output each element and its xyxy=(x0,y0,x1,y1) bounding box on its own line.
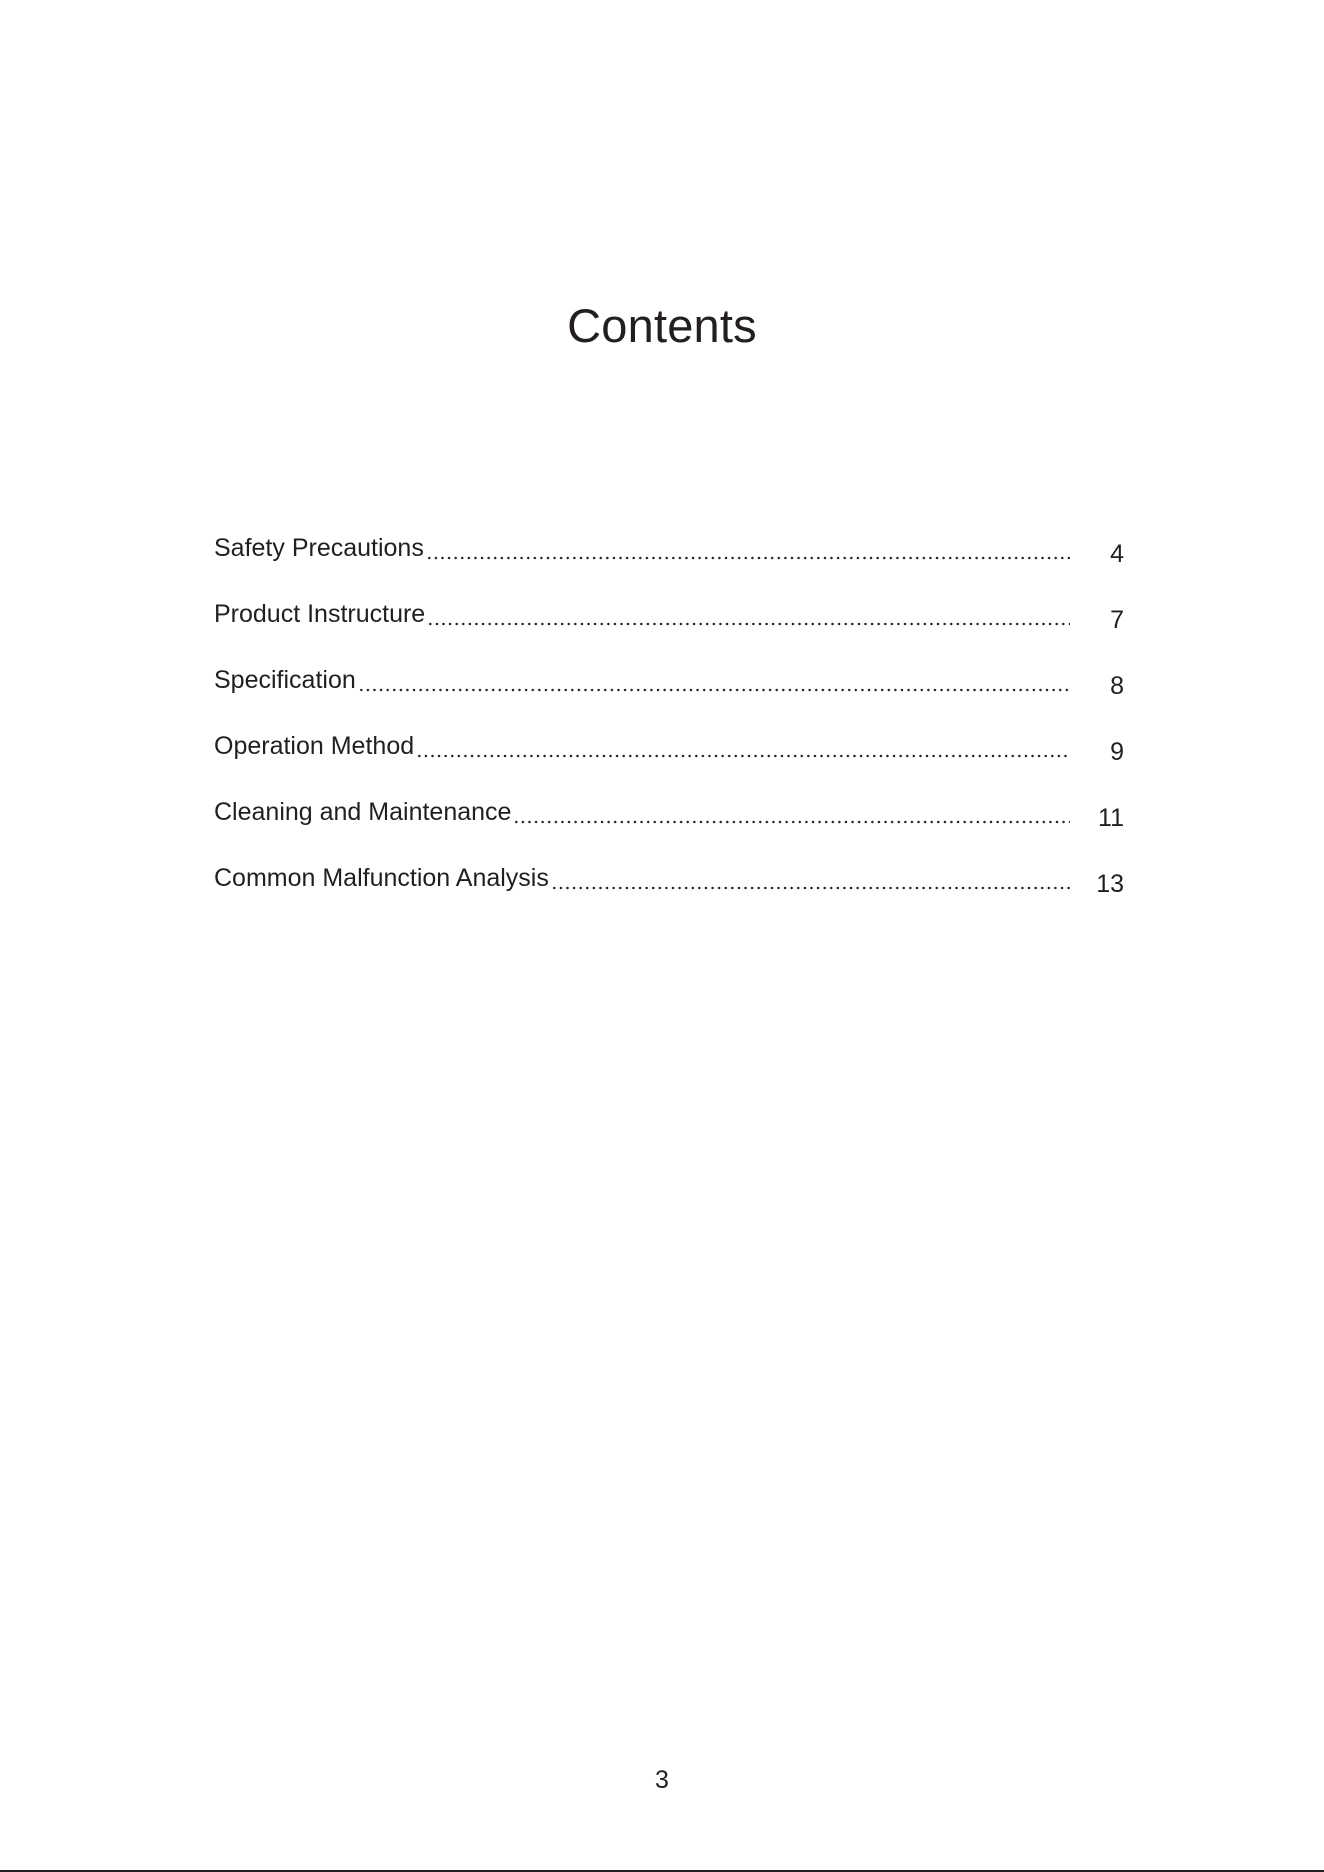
toc-entry-page: 4 xyxy=(1110,540,1124,568)
toc-entry-label: Specification xyxy=(214,666,356,694)
table-of-contents xyxy=(214,533,1124,929)
page-title: Contents xyxy=(567,299,757,352)
toc-entry-cleaning-and-maintenance xyxy=(214,797,1124,863)
toc-entry-page: 9 xyxy=(1110,738,1124,766)
toc-entry-label: Safety Precautions xyxy=(214,534,424,562)
toc-entry-product-instructure xyxy=(214,599,1124,665)
toc-entry-label: Common Malfunction Analysis xyxy=(214,864,549,892)
dot-leader xyxy=(358,665,1070,695)
dot-leader xyxy=(513,797,1070,827)
toc-entry-label: Product Instructure xyxy=(214,600,426,628)
toc-entry-label: Cleaning and Maintenance xyxy=(214,798,512,826)
toc-entry-safety-precautions xyxy=(214,533,1124,599)
toc-entry-page: 8 xyxy=(1110,672,1124,700)
toc-entry-operation-method xyxy=(214,731,1124,797)
dot-leader xyxy=(551,863,1070,893)
toc-entry-page: 7 xyxy=(1110,606,1124,634)
dot-leader xyxy=(427,599,1070,629)
toc-entry-page: 13 xyxy=(1096,870,1124,898)
toc-entry-label: Operation Method xyxy=(214,732,415,760)
dot-leader xyxy=(426,533,1070,563)
dot-leader xyxy=(416,731,1070,761)
page-number: 3 xyxy=(655,1766,669,1794)
toc-entry-specification xyxy=(214,665,1124,731)
toc-entry-page: 11 xyxy=(1098,804,1124,832)
toc-entry-common-malfunction-analysis xyxy=(214,863,1124,929)
